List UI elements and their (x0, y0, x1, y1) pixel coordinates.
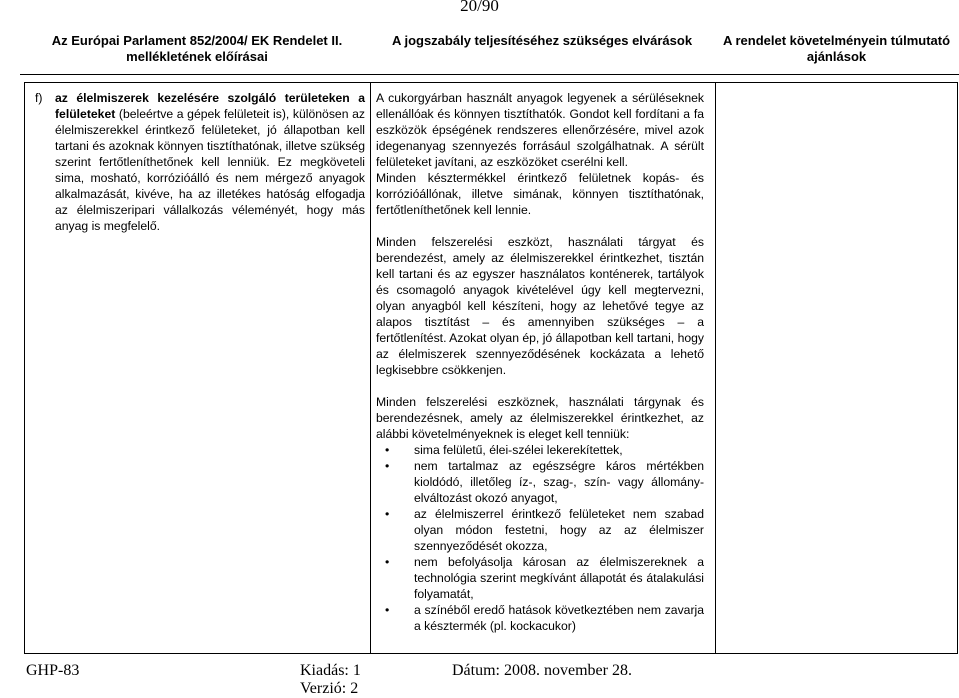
requirements-bullet-list (376, 442, 704, 634)
page-number: 20/90 (460, 0, 499, 15)
expectation-paragraph-2: Minden késztermékkel érintkező felületnek kopás- és korrózióállónak, illetve simának, könnyen tisztíthatónak, fertőtleníthetőnek kell lennie. (376, 171, 704, 217)
expectation-text (376, 90, 704, 634)
footer-date: Dátum: 2008. november 28. (452, 662, 632, 679)
header-divider (20, 74, 959, 75)
footer-doc-id: GHP-83 (26, 662, 80, 679)
list-item: • sima felületű, élei-szélei lekerekítettek, (414, 442, 704, 458)
list-item: • nem befolyásolja károsan az élelmiszereknek a technológia szerint megkívánt állapotát és átalakulási folyamatát, (414, 554, 704, 602)
expectation-paragraph-1: A cukorgyárban használt anyagok legyenek a sérüléseknek ellenállóak és könnyen tisztíthatók. Gondot kell fordítani a fa eszközök épségének rendszeres ellenőrzésére, mivel azok idegenanyag szennyezés forrásául szolgálhatnak. A sérült felületeket javítani, az eszközöket cserélni kell. (376, 91, 704, 169)
header-col-requirements: Az Európai Parlament 852/2004/ EK Rendelet II. mellékletének előírásai (51, 33, 343, 64)
footer-edition: Kiadás: 1 (300, 662, 361, 679)
header-col-expectations: A jogszabály teljesítéséhez szükséges elvárások (391, 33, 693, 48)
header-col-recommendations: A rendelet követelményein túlmutató ajánlások (722, 33, 951, 64)
expectation-paragraph-4: Minden felszerelési eszköznek, használati tárgynak és berendezésnek, amely az élelmiszerekkel érintkezhet, az alábbi követelményeknek is eleget kell tenniük: (376, 395, 704, 441)
list-item: • a színéből eredő hatások következtében nem zavarja a késztermék (pl. kockacukor) (414, 602, 704, 634)
expectation-paragraph-3: Minden felszerelési eszközt, használati tárgyat és berendezést, amely az élelmiszerekkel érintkezhet, tisztán kell tartani és az egyszer használatos konténerek, tartályok és csomagoló anyagok kivételével úgy kell megtervezni, olyan anyagból kell készíteni, hogy az lehetővé tegye az alapos tisztítást – és amennyiben szükséges – a fertőtlenítést. Azokat olyan ép, jó állapotban kell tartani, hogy az élelmiszerek szennyeződésének kockázata a lehető legkisebbre csökkenjen. (376, 235, 704, 377)
list-item: • nem tartalmaz az egészségre káros mértékben kioldódó, illetőleg íz-, szag-, szín- vagy állomány-elváltozást okozó anyagot, (414, 458, 704, 506)
cell-recommendation (715, 83, 958, 654)
footer-version: Verzió: 2 (300, 680, 359, 697)
requirement-body: (beleértve a gépek felületeit is), különösen az élelmiszerekkel érintkező felületeket, jó állapotban kell tartani és azoknak könnyen tisztíthatónak, illetve szükség szerint fertőtleníthetőnek kell lenniük. Ez megköveteli sima, mosható, korrózióálló és nem mérgező anyagok alkalmazását, kivéve, ha az illetékes hatóság elfogadja az élelmiszeripari vállalkozás véleményét, hogy más anyag is megfelelő. (55, 107, 365, 233)
list-item: • az élelmiszerrel érintkező felületeket nem szabad olyan módon festetni, hogy az az élelmiszer szennyeződését okozza, (414, 506, 704, 554)
requirement-text (55, 90, 365, 234)
requirement-bold-lead: az élelmiszerek kezelésére szolgáló területeken a felületeket (55, 91, 365, 121)
row-label: f) (35, 91, 43, 105)
